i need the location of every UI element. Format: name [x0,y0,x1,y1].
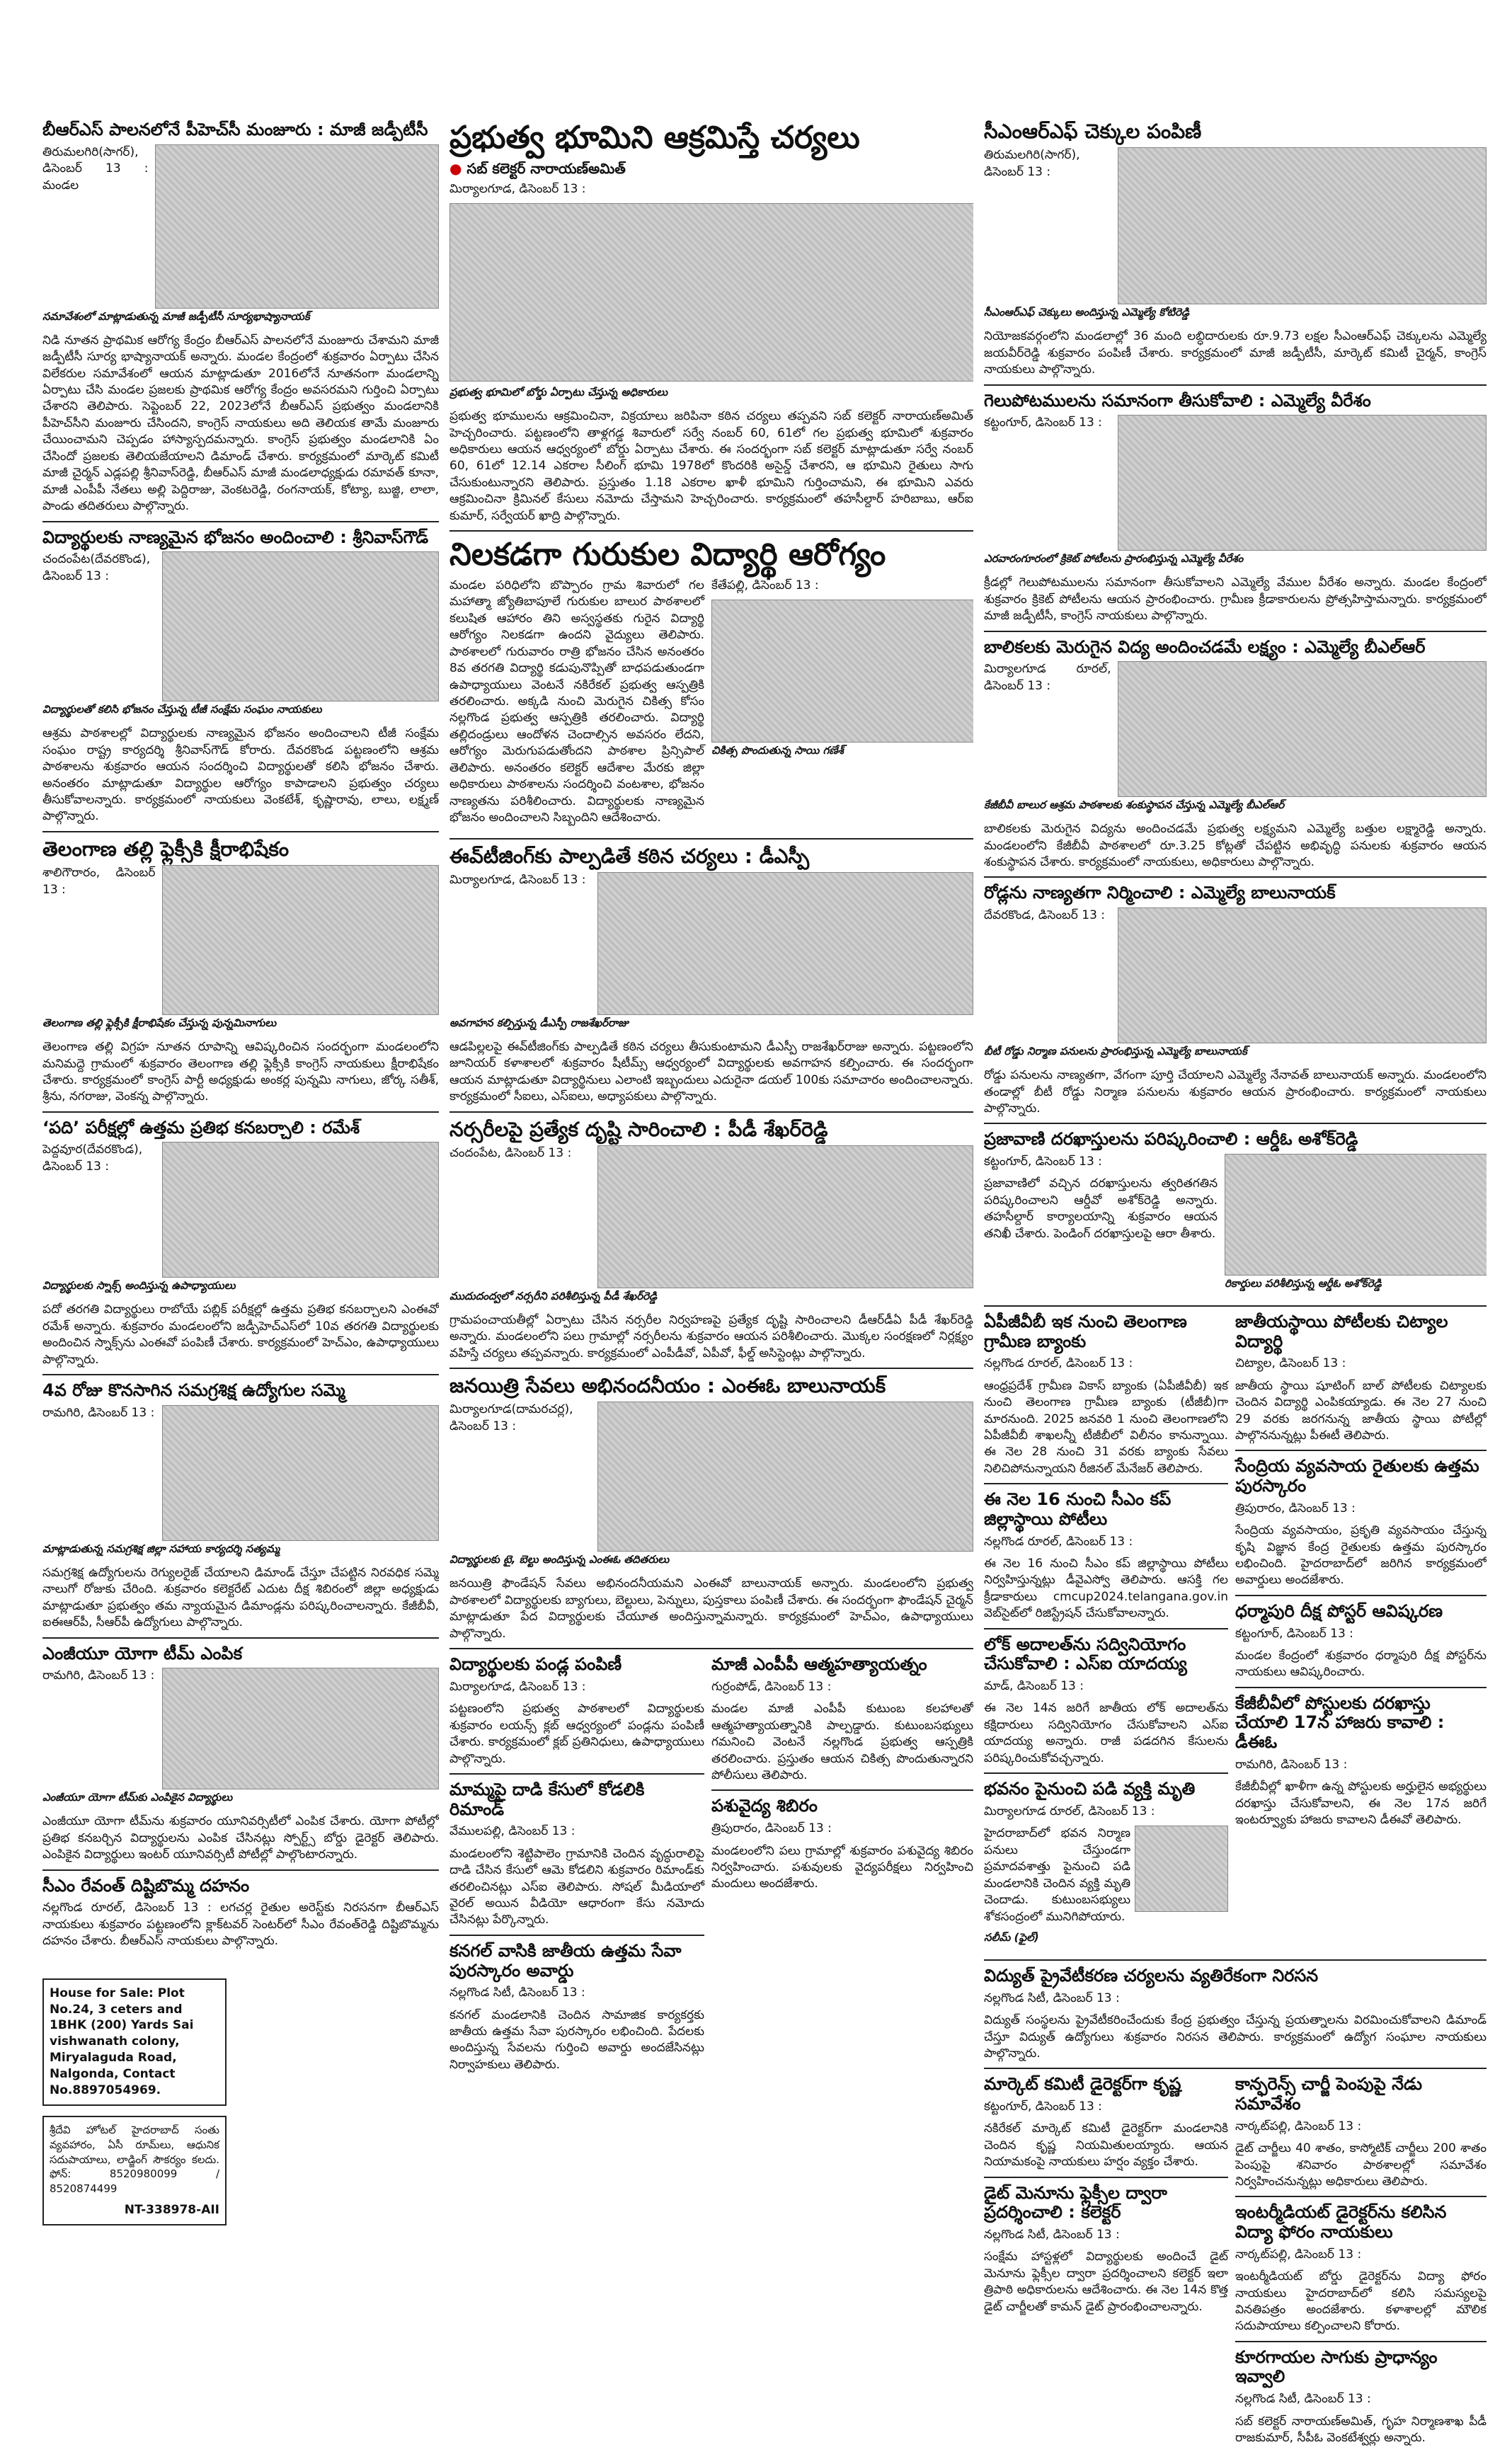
dateline: దేవరకొండ, డిసెంబర్ 13 : [984,908,1106,923]
dateline: శాలిగౌరారం, డిసెంబర్ 13 : [42,866,156,897]
headline: కాన్ఫరెన్స్ చార్జీ పెంపుపై నేడు సమావేశం [1235,2074,1423,2114]
photo-caption: అవగాహన కల్పిస్తున్న డీఎస్పీ రాజశేఖర్‌రాజు [449,1016,629,1029]
body: హైదరాబాద్‌లో భవన నిర్మాణ పనులు చేస్తుండగా ప్రమాదవశాత్తు పైనుంచి పడి మండలానికి చెందిన వ్యక్తి మృతి చెందాడు. కుటుంబసభ్యులు శోకసంద్రంలో మునిగిపోయారు. [984,1826,1130,1924]
dateline: మిర్యాలగూడ, డిసెంబర్ 13 : [449,1679,586,1694]
dateline: నల్లగొండ రూరల్, డిసెంబర్ 13 : [984,1534,1133,1549]
dateline: గుర్రంపోడ్, డిసెంబర్ 13 : [711,1679,832,1694]
photo [1225,1154,1487,1276]
dateline: మిర్యాలగూడ, డిసెంబర్ 13 : [449,181,586,196]
dateline: త్రిపురారం, డిసెంబర్ 13 : [1235,1501,1356,1516]
photo [162,865,439,1015]
photo-caption: సీఎంఆర్ఎఫ్ చెక్కులు అందిస్తున్న ఎమ్మెల్యే కోటిరెడ్డి [984,306,1190,319]
body: విద్యుత్ సంస్థలను ప్రైవేటీకరించేందుకు కేంద్ర ప్రభుత్వం చేస్తున్న ప్రయత్నాలను విరమించుకోవాలని డిమాండ్ చేస్తూ విద్యుత్ ఉద్యోగులు శుక్రవారం నిరసన తెలిపారు. కార్యక్రమంలో ఉద్యోగ సంఘాల నాయకులు పాల్గొన్నారు. [984,2013,1487,2061]
article-inter-director [1235,2203,1487,2334]
classified-code: NT-338978-AII [124,2202,219,2217]
photo [1118,147,1487,304]
dateline: నల్లగొండ సిటీ, డిసెంబర్ 13 : [984,1990,1120,2005]
dateline: కేతేపల్లి, డిసెంబర్ 13 : [711,578,819,592]
dateline: మిర్యాలగూడ రూరల్, డిసెంబర్ 13 : [984,1804,1155,1818]
body: ఇంటర్మీడియట్ బోర్డు డైరెక్టర్‌ను విద్యా ఫోరం నాయకులు హైదరాబాద్‌లో కలిసి సమస్యలపై వినతిపత్రం అందజేశారు. కళాశాలల్లో మౌలిక సదుపాయాలు కల్పించాలని కోరారు. [1235,2269,1487,2334]
dateline: మిర్యాలగూడ(దామరచర్ల), డిసెంబర్ 13 : [449,1402,573,1433]
body: బాలికలకు మెరుగైన విద్యను అందించడమే ప్రభుత్వ లక్ష్యమని ఎమ్మెల్యే బత్తుల లక్ష్మారెడ్డి అన్నారు. మండలంలోని కేజీబీవీ పాఠశాలలో రూ.3.25 కోట్లతో చేపట్టిన అభివృద్ధి పనులకు శుక్రవారం ఆయన శంకుస్థాపన చేశారు. కార్యక్రమంలో నాయకులు, అధికారులు పాల్గొన్నారు. [984,822,1487,869]
dateline: రామగిరి, డిసెంబర్ 13 : [42,1405,155,1420]
article-roads [984,883,1487,1117]
article-fruits [449,1655,704,1768]
headline: మామ్మపై దాడి కేసులో కోడలికి రిమాండ్ [449,1780,645,1819]
headline: నిలకడగా గురుకుల విద్యార్థి ఆరోగ్యం [449,537,886,573]
headline: బీఆర్ఎస్ పాలనలోనే పీహెచ్‌సీ మంజూరు : మాజీ జడ్పీటీసీ [42,120,428,139]
photo-caption: ఎరవారంగూరంలో క్రికెట్ పోటీలను ప్రారంభిస్తున్న ఎమ్మెల్యే వీరేశం [984,552,1244,566]
dateline: చందంపేట(దేవరకొండ), డిసెంబర్ 13 : [42,552,151,583]
dateline: తిరుమలగిరి(సాగర్), డిసెంబర్ 13 : [984,148,1080,179]
dateline: నల్లగొండ సిటీ, డిసెంబర్ 13 : [449,1986,585,2000]
article-poster [1235,1602,1487,1681]
article-charges-meeting [1235,2075,1487,2190]
headline: సేంద్రియ వ్యవసాయ రైతులకు ఉత్తమ పురస్కారం [1235,1456,1479,1496]
body: నకిరేకల్ మార్కెట్ కమిటీ డైరెక్టర్‌గా మండలానికి చెందిన కృష్ణ నియమితులయ్యారు. ఆయన నియామకంపై నాయకులు హర్షం వ్యక్తం చేశారు. [984,2121,1228,2170]
article-tenth-exams [42,1118,439,1368]
article-diet-menu [984,2184,1228,2315]
article-cm-cup [984,1490,1228,1622]
headline: ఈవ్‌టీజింగ్‌కు పాల్పడితే కఠిన చర్యలు : డీఎస్పీ [449,844,810,868]
body: పదో తరగతి విద్యార్థులు రాబోయే పబ్లిక్ పరీక్షల్లో ఉత్తమ ప్రతిభ కనబర్చాలని ఎంఈవో రమేశ్ అన్నారు. శుక్రవారం మండలంలోని జడ్పీహెచ్‌ఎస్‌లో 10వ తరగతి విద్యార్థులకు అందించిన స్నాక్స్‌ను ఎంఈవో పంపిణీ చేశారు. కార్యక్రమంలో హెచ్‌ఎం, ఉపాధ్యాయులు పాల్గొన్నారు. [42,1302,439,1367]
dateline: కట్టంగూర్, డిసెంబర్ 13 : [984,416,1102,430]
body: మండలంలోని పలు గ్రామాల్లో శుక్రవారం పశువైద్య శిబిరం నిర్వహించారు. పశువులకు వైద్యపరీక్షలు నిర్వహించి మందులు అందజేశారు. [711,1843,973,1891]
body: పట్టణంలోని ప్రభుత్వ పాఠశాలలో విద్యార్థులకు శుక్రవారం లయన్స్ క్లబ్ ఆధ్వర్యంలో పండ్లను పంపిణీ చేశారు. కార్యక్రమంలో క్లబ్ ప్రతినిధులు, ఉపాధ్యాయులు పాల్గొన్నారు. [449,1702,704,1766]
body: మండల పరిధిలోని బొప్పారం గ్రామ శివారులో గల మహాత్మా జ్యోతిబాపూలే గురుకుల బాలుర పాఠశాలలో కలుషిత ఆహారం తిని అస్వస్థతకు గురైన విద్యార్థి ఆరోగ్యం నిలకడగా ఉందని వైద్యులు తెలిపారు. పాఠశాలలో గురువారం రాత్రి భోజనం చేసిన అనంతరం 8వ తరగతి విద్యార్థి కడుపునొప్పితో బాధపడుతుండగా ఉపాధ్యాయులు వెంటనే నకిరేకల్ ప్రభుత్వ ఆస్పత్రికి తరలించారు. అక్కడి నుంచి మెరుగైన చికిత్స కోసం నల్లగొండ ప్రభుత్వ ఆస్పత్రికి తరలించారు. విద్యార్థి తల్లిదండ్రులు ఆందోళన చెందాల్సిన అవసరం లేదని, ఆరోగ్యం మెరుగుపడుతోందని పాఠశాల ప్రిన్సిపాల్ తెలిపారు. అనంతరం కలెక్టర్ ఆదేశాల మేరకు జిల్లా అధికారులు పాఠశాలను సందర్శించి వంటశాల, భోజనం నాణ్యతను పరిశీలించారు. విద్యార్థులకు నాణ్యమైన భోజనం అందించాలని సిబ్బందిని ఆదేశించారు. [449,578,704,825]
headline: జాతీయస్థాయి పోటీలకు చిట్యాల విద్యార్థి [1235,1312,1448,1351]
photo [597,1402,973,1552]
headline: మార్కెట్ కమిటీ డైరెక్టర్‌గా కృష్ణ [984,2074,1181,2095]
headline: మాజీ ఎంపీపీ ఆత్మహత్యాయత్నం [711,1654,927,1675]
article-building-fall [984,1780,1228,1947]
photo-caption: రికార్డులు పరిశీలిస్తున్న ఆర్డీఓ అశోక్‌రెడ్డి [1225,1277,1382,1290]
classified-text: శ్రీదేవి హోటల్ హైదరాబాద్ సంతు వ్యవహారం, ఏసీ రూమ్‌లు, ఆధునిక సదుపాయాలు, లాడ్జింగ్ సౌకర్యం కలదు. ఫోన్: 8520980099 / 8520874499 [50,2124,219,2195]
article-mgu-yoga [42,1644,439,1864]
article-janayithri [449,1375,973,1642]
dateline: చిట్యాల, డిసెంబర్ 13 : [1235,1356,1346,1371]
article-organic-farming [1235,1457,1487,1588]
body: ప్రజావాణిలో వచ్చిన దరఖాస్తులను త్వరితగతిన పరిష్కరించాలని ఆర్డీవో అశోక్‌రెడ్డి అన్నారు. తహసీల్దార్ కార్యాలయాన్ని శుక్రవారం ఆయన తనిఖీ చేశారు. పెండింగ్ దరఖాస్తులపై ఆరా తీశారు. [984,1176,1218,1241]
headline: బాలికలకు మెరుగైన విద్య అందించడమే లక్ష్యం : ఎమ్మెల్యే బీఎల్ఆర్ [984,636,1426,657]
body: ఎంజీయూ యోగా టీమ్‌ను శుక్రవారం యూనివర్సిటీలో ఎంపిక చేశారు. యోగా పోటీల్లో ప్రతిభ కనబర్చిన విద్యార్థులను ఎంపిక చేసినట్లు స్పోర్ట్స్ బోర్డు డైరెక్టర్ తెలిపారు. ఎంపికైన విద్యార్థులు ఇంటర్ యూనివర్సిటీ పోటీల్లో పాల్గొంటారన్నారు. [42,1814,439,1862]
body: గ్రామపంచాయతీల్లో ఏర్పాటు చేసిన నర్సరీల నిర్వహణపై ప్రత్యేక దృష్టి సారించాలని డీఆర్‌డీఏ పీడీ శేఖర్‌రెడ్డి అన్నారు. మండలంలోని పలు గ్రామాల్లో నర్సరీలను శుక్రవారం ఆయన పరిశీలించారు. మొక్కల సంరక్షణలో నిర్లక్ష్యం వహిస్తే చర్యలు తప్పవన్నారు. కార్యక్రమంలో ఎంపీడీవో, ఏపీవో, ఫీల్డ్ అసిస్టెంట్లు పాల్గొన్నారు. [449,1312,973,1360]
headline: విద్యార్థులకు పండ్ల పంపిణీ [449,1654,622,1675]
dateline: రామగిరి, డిసెంబర్ 13 : [42,1668,155,1683]
body: మండల మాజీ ఎంపీపీ కుటుంబ కలహాలతో ఆత్మహత్యాయత్నానికి పాల్పడ్డారు. కుటుంబసభ్యులు గమనించి వెంటనే నల్లగొండ ప్రభుత్వ ఆస్పత్రికి తరలించారు. ప్రస్తుతం ఆయన చికిత్స పొందుతున్నారని పోలీసులు తెలిపారు. [711,1702,973,1783]
dateline: నార్కట్‌పల్లి, డిసెంబర్ 13 : [1235,2119,1362,2133]
article-brs-phc [42,120,439,515]
body: మండల కేంద్రంలో శుక్రవారం ధర్మాపురి దీక్ష పోస్టర్‌ను నాయకులు ఆవిష్కరించారు. [1235,1648,1487,1680]
dateline: మిర్యాలగూడ, డిసెంబర్ 13 : [449,872,586,887]
photo [1135,1826,1228,1912]
body: తెలంగాణ తల్లి విగ్రహ నూతన రూపాన్ని ఆవిష్కరించిన సందర్భంగా మండలంలోని మనిమద్దె గ్రామంలో శుక్రవారం తెలంగాణ తల్లి ఫ్లెక్సీకి కాంగ్రెస్ నాయకులు క్షీరాభిషేకం చేశారు. కార్యక్రమంలో కాంగ్రెస్ పార్టీ అధ్యక్షుడు అంకర్ల పున్నమి నాగులు, జోర్క సతీశ్, శ్రీను, నగరాజు, వెంకన్న పాల్గొన్నారు. [42,1040,439,1104]
dateline: వేములపల్లి, డిసెంబర్ 13 : [449,1824,575,1839]
dateline: రామగిరి, డిసెంబర్ 13 : [1235,1757,1348,1772]
article-nurseries [449,1118,973,1363]
photo [597,1145,973,1288]
photo [162,1668,439,1789]
headline: ఏపీజీవీబీ ఇక నుంచి తెలంగాణ గ్రామీణ బ్యాంకు [984,1312,1187,1351]
headline: 4వ రోజు కొనసాగిన సమగ్రశిక్ష ఉద్యోగుల సమ్మె [42,1380,345,1401]
dateline: కట్టంగూర్, డిసెంబర్ 13 : [984,1155,1102,1169]
dateline: నల్లగొండ రూరల్, డిసెంబర్ 13 : [984,1356,1133,1371]
photo-caption: సలీమ్ (ఫైల్) [984,1931,1039,1944]
article-vegetables [1235,2348,1487,2447]
article-effigy [42,1877,439,1950]
photo [162,1405,439,1541]
body: సంక్షేమ హాస్టళ్లలో విద్యార్థులకు అందించే డైట్ మెనూను ఫ్లెక్సీల ద్వారా ప్రదర్శించాలని కలెక్టర్ ఇలా త్రిపాఠి అధికారులను ఆదేశించారు. ఈ నెల 14న కొత్త డైట్ చార్జీలతో కామన్ డైట్ ప్రారంభించాలన్నారు. [984,2250,1228,2314]
photo-caption: తెలంగాణ తల్లి ఫ్లెక్సీకి క్షీరాభిషేకం చేస్తున్న పున్నమినాగులు [42,1016,277,1030]
article-vet-camp [711,1797,973,1892]
article-award [449,1942,704,2073]
article-remand [449,1780,704,1929]
article-market-director [984,2075,1228,2170]
newspaper-page [42,120,1487,2445]
headline: కేజీబీవీలో పోస్టులకు దరఖాస్తు చేయాలి 17న హాజరు కావాలి : డీఈఓ [1235,1692,1445,1753]
headline: భవనం పైనుంచి పడి వ్యక్తి మృతి [984,1779,1196,1799]
article-apgvb [984,1312,1228,1477]
headline: నర్సరీలపై ప్రత్యేక దృష్టి సారించాలి : పీడీ శేఖర్‌రెడ్డి [449,1117,828,1141]
photo [155,144,439,309]
headline: డైట్ మెనూను ఫ్లెక్సీల ద్వారా ప్రదర్శించాలి : కలెక్టర్ [984,2182,1167,2223]
photo-caption: కేజీబీవీ బాలుర ఆశ్రమ పాఠశాలకు శంకుస్థాపన చేస్తున్న ఎమ్మెల్యే బీఎల్ఆర్ [984,798,1285,812]
classified-text: House for Sale: Plot No.24, 3 ceters and 1BHK (200) Yards Sai vishwanath colony, Miryalaguda Road, Nalgonda, Contact No.8897054969. [50,1986,194,2098]
article-kgbv-posts [1235,1694,1487,1829]
article-samagra-shiksha [42,1381,439,1631]
article-electricity [984,1966,1487,2062]
article-eve-teasing [449,845,973,1106]
headline: విద్యార్థులకు నాణ్యమైన భోజనం అందించాలి : శ్రీనివాస్‌గౌడ్ [42,527,429,547]
body: సమగ్రశిక్ష ఉద్యోగులను రెగ్యులరైజ్ చేయాలని డిమాండ్ చేస్తూ చేపట్టిన నిరవధిక సమ్మె నాలుగో రోజుకు చేరింది. శుక్రవారం కలెక్టరేట్ ఎదుట దీక్ష శిబిరంలో జిల్లా అధ్యక్షుడు మాట్లాడుతూ ప్రభుత్వం తమ న్యాయమైన డిమాండ్లను పరిష్కరించాలన్నారు. కేజీబీవీ, ఐఈఆర్‌పీ, సీఆర్‌పీ ఉద్యోగులు పాల్గొన్నారు. [42,1565,439,1630]
dateline: కట్టంగూర్, డిసెంబర్ 13 : [984,2099,1102,2114]
body: రోడ్డు పనులను నాణ్యతగా, వేగంగా పూర్తి చేయాలని ఎమ్మెల్యే నేనావత్ బాలునాయక్ అన్నారు. మండలంలోని తండాల్లో బీటీ రోడ్డు నిర్మాణ పనులను శుక్రవారం ఆయన ప్రారంభించారు. కార్యక్రమంలో నాయకులు పాల్గొన్నారు. [984,1068,1487,1116]
body: ప్రభుత్వ భూములను ఆక్రమించినా, విక్రయాలు జరిపినా కఠిన చర్యలు తప్పవని సబ్ కలెక్టర్ నారాయణ్‌అమిత్ హెచ్చరించారు. పట్టణంలోని తాళ్లగడ్డ శివారులో సర్వే నంబర్ 60, 61లో గల ప్రభుత్వ భూమిలో శుక్రవారం అధికారులు ఆయన ఆధ్వర్యంలో బోర్డు ఏర్పాటు చేశారు. ఈ సందర్భంగా సబ్ కలెక్టర్ మాట్లాడుతూ సర్వే నంబర్ 60, 61లో 12.14 ఎకరాల సీలింగ్ భూమి 1978లో కొందరికి అసైన్డ్ చేశారని, ఆ భూమిని రైతులు సాగు చేసుకుంటున్నారని తెలిపారు. ప్రస్తుతం 1.18 ఎకరాల ఖాళీ భూమిని గుర్తించామని, ఈ భూమిని ఎవరు ఆక్రమించినా క్రిమినల్ కేసులు నమోదు చేస్తామని హెచ్చరించారు. కార్యక్రమంలో తహసీల్దార్ హరిబాబు, ఆర్ఐ కుమార్, సర్వేయర్ ఖాద్రి పాల్గొన్నారు. [449,409,973,523]
dateline: త్రిపురారం, డిసెంబర్ 13 : [711,1821,832,1836]
body: జాతీయ స్థాయి షూటింగ్ బాల్ పోటీలకు చిట్యాలకు చెందిన విద్యార్థి ఎంపికయ్యాడు. ఈ నెల 27 నుంచి 29 వరకు జరగనున్న జాతీయ స్థాయి పోటీల్లో పాల్గొననున్నట్లు పీఈటీ తెలిపారు. [1235,1378,1487,1443]
classified-hotel [42,2116,227,2225]
headline: సీఎం రేవంత్ దిష్టిబొమ్మ దహనం [42,1875,250,1896]
article-prajavani [984,1130,1487,1300]
column-middle [449,120,973,2079]
headline: ధర్మాపురి దీక్ష పోస్టర్ ఆవిష్కరణ [1235,1600,1443,1621]
body: డైట్ చార్జీలు 40 శాతం, కాస్మోటిక్ చార్జీలు 200 శాతం పెంపుపై శనివారం పాఠశాలల్లో సమావేశం నిర్వహించనున్నట్లు అధికారులు తెలిపారు. [1235,2141,1487,2189]
headline: గెలుపోటములను సమానంగా తీసుకోవాలి : ఎమ్మెల్యే వీరేశం [984,390,1371,411]
article-national-level [1235,1312,1487,1444]
headline: ప్రజావాణి దరఖాస్తులను పరిష్కరించాలి : ఆర్డీఓ అశోక్‌రెడ్డి [984,1129,1358,1150]
headline: ప్రభుత్వ భూమిని ఆక్రమిస్తే చర్యలు [449,120,860,156]
right-subgrid [984,1312,1487,1954]
article-ex-mpp [711,1655,973,1784]
body: నియోజకవర్గంలోని మండలాల్లో 36 మంది లబ్ధిదారులకు రూ.9.73 లక్షల సీఎంఆర్ఎఫ్ చెక్కులను ఎమ్మెల్యే జయవీర్‌రెడ్డి శుక్రవారం పంపిణీ చేశారు. కార్యక్రమంలో మాజీ జడ్పీటీసీ, మార్కెట్ కమిటీ చైర్మన్, కాంగ్రెస్ నాయకులు పాల్గొన్నారు. [984,329,1487,377]
dateline: నల్లగొండ సిటీ, డిసెంబర్ 13 : [1235,2392,1371,2407]
photo-caption: విద్యార్థులకు స్నాక్స్ అందిస్తున్న ఉపాధ్యాయులు [42,1279,236,1293]
body: కనగల్ మండలానికి చెందిన సామాజిక కార్యకర్తకు జాతీయ ఉత్తమ సేవా పురస్కారం లభించింది. పేదలకు అందిస్తున్న సేవలను గుర్తించి అవార్డు అందజేసినట్లు నిర్వాహకులు తెలిపారు. [449,2007,704,2072]
article-telangana-thalli [42,838,439,1106]
body: నిడి నూతన ప్రాథమిక ఆరోగ్య కేంద్రం బీఆర్ఎస్ పాలనలోనే మంజూరు చేశామని మాజీ జడ్పీటీసీ సూర్య భాష్యానాయక్ అన్నారు. మండల కేంద్రంలో శుక్రవారం ఏర్పాటు చేసిన విలేకరుల సమావేశంలో ఆయన మాట్లాడుతూ 2016లోనే నూతనంగా మండలాన్ని ఏర్పాటు చేసి మండల ప్రజలకు ప్రాథమిక ఆరోగ్య కేంద్రం అవసరమని గుర్తించి ఏర్పాటు చేశారని తెలిపారు. సెప్టెంబర్ 22, 2023లోనే బీఆర్ఎస్ ప్రభుత్వం మండలానికి పీహెచ్‌సీని మంజూరు చేసిందని, కాంగ్రెస్ నాయకులు అది తెలియక తామే మంజూరు చేయించామని చెప్పడం హాస్యాస్పదమన్నారు. కాంగ్రెస్ ప్రభుత్వం మండలానికి ఏం చేసిందో ప్రజలకు తెలియజేయాలని డిమాండ్ చేశారు. కార్యక్రమంలో మార్కెట్ కమిటీ మాజీ చైర్మన్ ఎడ్లపల్లి శ్రీనివాస్‌రెడ్డి, బీఆర్ఎస్ మాజీ మండలాధ్యక్షుడు రమావత్ కూనా, మాజీ ఎంపీపీ నేతలు అల్లి పెద్దిరాజు, వెంకటరెడ్డి, రంగనాయక్, కోట్యా, బుజ్జి, లాలా, పాండు తదితరులు పాల్గొన్నారు. [42,333,439,514]
article-food [42,528,439,825]
headline: జనయిత్రి సేవలు అభినందనీయం : ఎంఈఓ బాలునాయక్ [449,1374,886,1398]
photo [1118,415,1487,551]
dateline: పెద్దవూర(దేవరకొండ), డిసెంబర్ 13 : [42,1142,143,1174]
right-bottom-row [984,2075,1487,2452]
photo-caption: మాట్లాడుతున్న సమగ్రశిక్ష జిల్లా సహాయ కార్యదర్శి సత్యమ్మ [42,1542,280,1555]
headline: ఇంటర్మీడియట్ డైరెక్టర్‌ను కలిసిన విద్యా ఫోరం నాయకులు [1235,2202,1447,2242]
headline: రోడ్లను నాణ్యతగా నిర్మించాలి : ఎమ్మెల్యే బాలునాయక్ [984,883,1336,903]
dateline: చందంపేట, డిసెంబర్ 13 : [449,1145,572,1160]
photo-caption: ముదుదంద్వలో నర్సరీని పరిశీలిస్తున్న పీడీ శేఖర్‌రెడ్డి [449,1289,658,1302]
body: మండలంలోని శెట్టిపాలెం గ్రామానికి చెందిన వృద్ధురాలిపై దాడి చేసిన కేసులో ఆమె కోడలిని శుక్రవారం రిమాండ్‌కు తరలించినట్లు ఎస్ఐ తెలిపారు. సోషల్ మీడియాలో వైరల్ అయిన వీడియో ఆధారంగా కేసు నమోదు చేసినట్లు పేర్కొన్నారు. [449,1846,704,1927]
article-lok-adalat [984,1635,1228,1767]
headline: కనగల్ వాసికి జాతీయ ఉత్తమ సేవా పురస్కారం అవార్డు [449,1940,682,1981]
dateline: మిర్యాలగూడ రూరల్, డిసెంబర్ 13 : [984,662,1111,693]
dateline: నార్కట్‌పల్లి, డిసెంబర్ 13 : [1235,2247,1362,2262]
headline: విద్యుత్ ప్రైవేటీకరణ చర్యలను వ్యతిరేకంగా నిరసన [984,1966,1319,1986]
photo [162,1142,439,1278]
headline: ‘పది’ పరీక్షల్లో ఉత్తమ ప్రతిభ కనబర్చాలి : రమేశ్ [42,1117,360,1138]
body: ఈ నెల 14న జరిగే జాతీయ లోక్ అదాలత్‌ను కక్షిదారులు సద్వినియోగం చేసుకోవాలని ఎస్ఐ యాదయ్య అన్నారు. రాజీ పడదగిన కేసులను పరిష్కరించుకోవచ్చన్నారు. [984,1701,1228,1765]
photo-caption: ఎంజీయూ యోగా టీమ్‌కు ఎంపికైన విద్యార్థులు [42,1791,233,1804]
article-govt-land [449,120,973,525]
bottom-row [449,1655,973,2079]
photo-caption: సమావేశంలో మాట్లాడుతున్న మాజీ జడ్పీటీసీ సూర్యభాష్యానాయక్ [42,309,310,323]
body: కేజీబీవీల్లో ఖాళీగా ఉన్న పోస్టులకు అర్హులైన అభ్యర్థులు దరఖాస్తు చేసుకోవాలని, ఈ నెల 17న జరిగే ఇంటర్వ్యూకు హాజరు కావాలని డీఈవో తెలిపారు. [1235,1780,1487,1827]
photo [1118,907,1487,1043]
dateline: కట్టంగూర్, డిసెంబర్ 13 : [1235,1626,1353,1641]
photo [162,551,439,701]
body: సబ్ కలెక్టర్ నారాయణ్‌అమిత్, గృహ నిర్మాణశాఖ పీడీ రాజకుమార్, సీపీఓ వెంకటేశ్వర్లు అన్నారు. [1235,2414,1487,2445]
photo [711,600,973,743]
body: సేంద్రియ వ్యవసాయం, ప్రకృతి వ్యవసాయం చేస్తున్న కృషి విజ్ఞాన కేంద్ర రైతులకు ఉత్తమ పురస్కారం లభించింది. హైదరాబాద్‌లో జరిగిన కార్యక్రమంలో అవార్డులు అందజేశారు. [1235,1523,1487,1588]
body: ఆంధ్రప్రదేశ్ గ్రామీణ వికాస్ బ్యాంకు (ఏపీజీవీబీ) ఇక నుంచి తెలంగాణ గ్రామీణ బ్యాంకు (టీజీబీ)గా మారనుంది. 2025 జనవరి 1 నుంచి తెలంగాణలోని ఏపీజీవీబీ శాఖలన్నీ టీజీబీలో విలీనం కానున్నాయి. ఈ నెల 28 నుంచి 31 వరకు బ్యాంకు సేవలు నిలిచిపోనున్నాయని రీజినల్ మేనేజర్ తెలిపారు. [984,1378,1228,1476]
article-gurukul [449,537,973,832]
headline: తెలంగాణ తల్లి ఫ్లెక్సీకి క్షీరాభిషేకం [42,837,290,861]
photo [597,872,973,1015]
dateline: తిరుమలగిరి(సాగర్), డిసెంబర్ 13 : మండల [42,144,149,193]
body: ఆడపిల్లలపై ఈవ్‌టీజింగ్‌కు పాల్పడితే కఠిన చర్యలు తీసుకుంటామని డీఎస్పీ రాజశేఖర్‌రాజు అన్నారు. పట్టణంలోని జూనియర్ కళాశాలలో శుక్రవారం షీటీమ్స్ ఆధ్వర్యంలో విద్యార్థులకు అవగాహన కల్పించారు. ఈ సందర్భంగా ఆయన మాట్లాడుతూ విద్యార్థినులు ఎలాంటి ఇబ్బందులు ఎదురైనా డయల్ 100కు సమాచారం అందించాలన్నారు. కార్యక్రమంలో సీఐలు, ఎస్ఐలు, అధ్యాపకులు పాల్గొన్నారు. [449,1039,973,1104]
dateline: మాడ్, డిసెంబర్ 13 : [984,1679,1084,1693]
dateline: నల్లగొండ సిటీ, డిసెంబర్ 13 : [984,2228,1120,2242]
article-girls-education [984,638,1487,871]
headline: ఎంజీయూ యోగా టీమ్ ఎంపిక [42,1643,243,1663]
headline: లోక్ అదాలత్‌ను సద్వినియోగం చేసుకోవాలి : ఎస్ఐ యాదయ్య [984,1634,1187,1674]
column-right [984,120,1487,2452]
photo-caption: చికిత్స పొందుతున్న సాయి గణేశ్ [711,744,844,757]
photo [1118,661,1487,797]
body: క్రీడల్లో గెలుపోటములను సమానంగా తీసుకోవాలని ఎమ్మెల్యే వేముల వీరేశం అన్నారు. మండల కేంద్రంలో శుక్రవారం క్రికెట్ పోటీలను ఆయన ప్రారంభించారు. గ్రామీణ క్రీడాకారులను ప్రోత్సహిస్తామన్నారు. కార్యక్రమంలో మాజీ జడ్పీటీసీ, కాంగ్రెస్ నాయకులు పాల్గొన్నారు. [984,575,1487,624]
headline: కూరగాయల సాగుకు ప్రాధాన్యం ఇవ్వాలి [1235,2347,1438,2387]
subheadline: ● సబ్ కలెక్టర్ నారాయణ్‌అమిత్ [449,159,626,177]
article-cmrf [984,120,1487,379]
article-cricket [984,391,1487,625]
body: ఈ నెల 16 నుంచి సీఎం కప్ జిల్లాస్థాయి పోటీలు నిర్వహిస్తున్నట్లు డీవైఎస్వో తెలిపారు. ఆసక్తి గల క్రీడాకారులు cmcup2024.telangana.gov.in వెబ్‌సైట్‌లో రిజిస్ట్రేషన్ చేసుకోవాలన్నారు. [984,1557,1228,1621]
body: జనయిత్రి ఫౌండేషన్ సేవలు అభినందనీయమని ఎంఈవో బాలునాయక్ అన్నారు. మండలంలోని ప్రభుత్వ పాఠశాలలో విద్యార్థులకు బ్యాగులు, బెల్టులు, పెన్నులు, పుస్తకాలు పంపిణీ చేశారు. ఈ సందర్భంగా ఫౌండేషన్ చైర్మన్ మాట్లాడుతూ పేద విద్యార్థులకు చేయూత అందిస్తున్నామన్నారు. కార్యక్రమంలో హెచ్‌ఎం, ఉపాధ్యాయులు పాల్గొన్నారు. [449,1576,973,1641]
headline: సీఎంఆర్ఎఫ్ చెక్కుల పంపిణీ [984,120,1202,143]
photo-caption: ప్రభుత్వ భూమిలో బోర్డు ఏర్పాటు చేస్తున్న అధికారులు [449,386,668,399]
body: నల్లగొండ రూరల్, డిసెంబర్ 13 : లగచర్ల రైతుల అరెస్ట్‌కు నిరసనగా బీఆర్ఎస్ నాయకులు శుక్రవారం పట్టణంలోని క్లాక్‌టవర్ సెంటర్‌లో సీఎం రేవంత్‌రెడ్డి దిష్టిబొమ్మను దహనం చేశారు. బీఆర్ఎస్ నాయకులు పాల్గొన్నారు. [42,1901,439,1949]
photo [449,203,973,382]
photo-caption: బీటీ రోడ్డు నిర్మాణ పనులను ప్రారంభిస్తున్న ఎమ్మెల్యే బాలునాయక్ [984,1045,1247,1058]
bullet-icon: ● [449,159,467,177]
photo-caption: విద్యార్థులకు టై, బెల్టు అందిస్తున్న ఎంఈఓ తదితరులు [449,1553,670,1566]
headline: ఈ నెల 16 నుంచి సీఎం కప్ జిల్లాస్థాయి పోటీలు [984,1489,1172,1529]
classified-house-sale [42,1978,227,2107]
photo-caption: విద్యార్థులతో కలిసి భోజనం చేస్తున్న టీజీ సంక్షేమ సంఘం నాయకులు [42,703,322,716]
body: ఆశ్రమ పాఠశాలల్లో విద్యార్థులకు నాణ్యమైన భోజనం అందించాలని టీజీ సంక్షేమ సంఘం రాష్ట్ర కార్యదర్శి శ్రీనివాస్‌గౌడ్ కోరారు. దేవరకొండ పట్టణంలోని ఆశ్రమ పాఠశాలను శుక్రవారం ఆయన సందర్శించి విద్యార్థులతో కలిసి భోజనం చేశారు. అనంతరం మాట్లాడుతూ విద్యార్థుల ఆరోగ్యం కాపాడాలని ప్రభుత్వం చర్యలు తీసుకోవాలన్నారు. కార్యక్రమంలో నాయకులు వెంకటేశ్, కృష్ణారావు, లాలు, లక్ష్మణ్ పాల్గొన్నారు. [42,726,439,824]
column-left [42,120,439,2225]
headline: పశువైద్య శిబిరం [711,1796,818,1816]
